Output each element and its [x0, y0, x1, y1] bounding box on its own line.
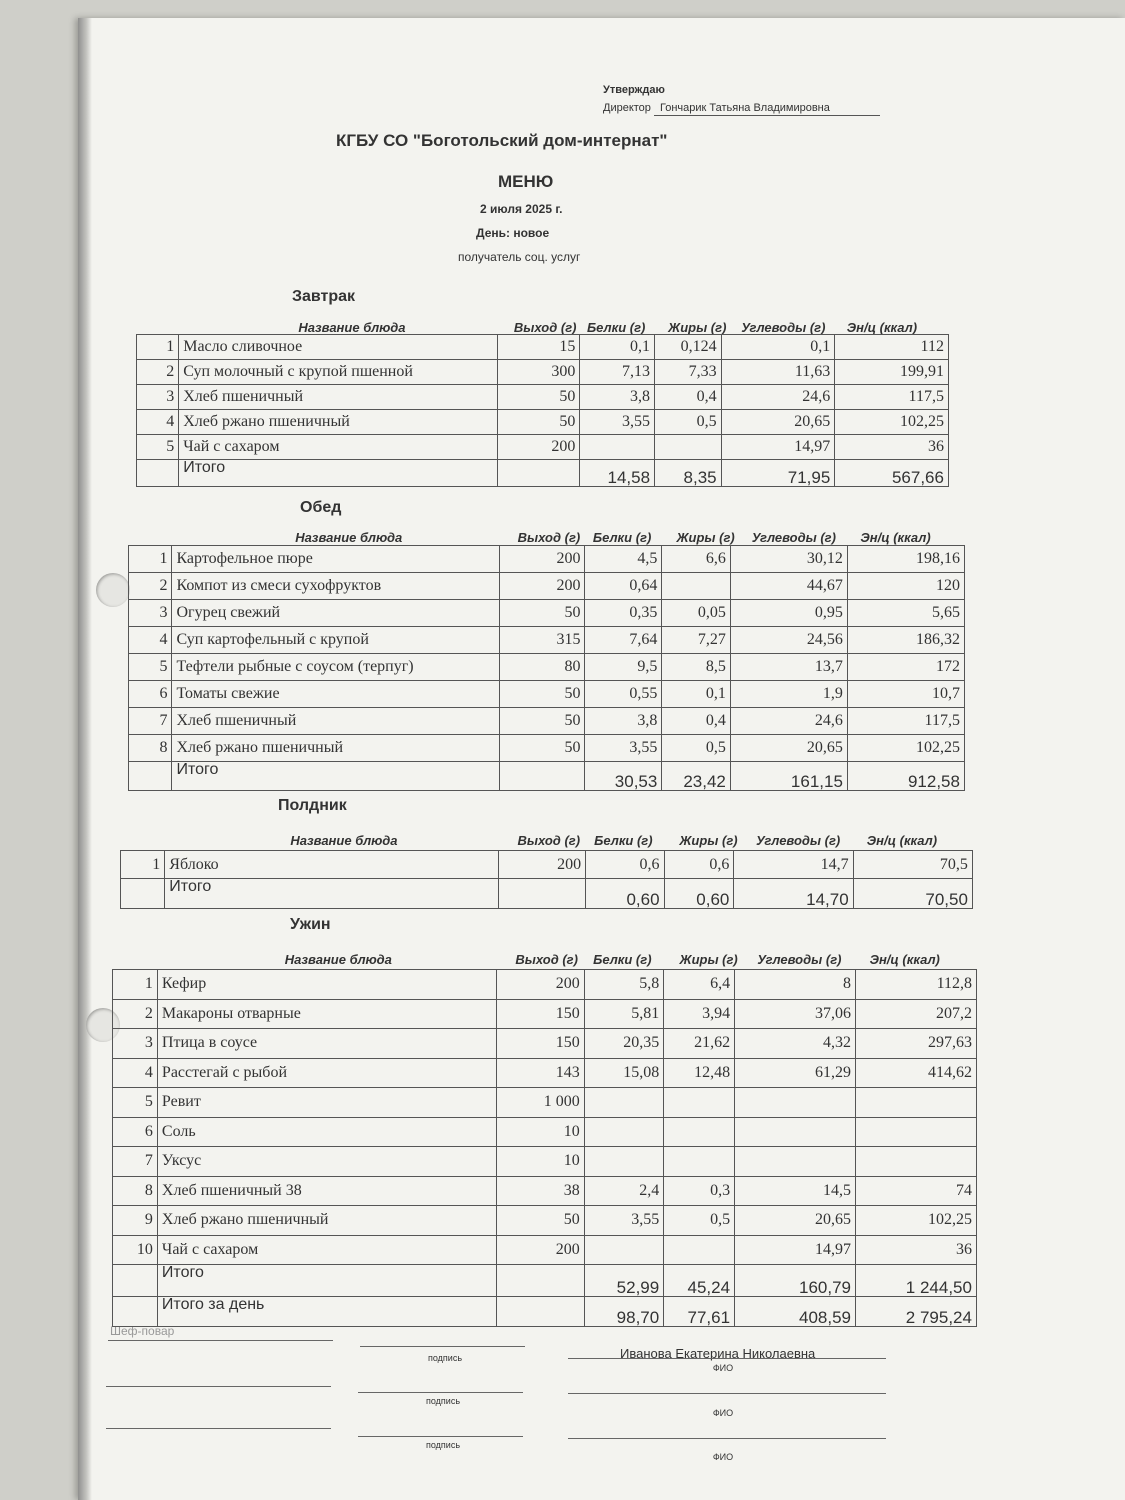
column-header-carbs: Углеводы (г): [751, 530, 836, 545]
fat-cell: 0,4: [662, 708, 731, 735]
row-number-empty: [129, 762, 172, 791]
fat-cell: [664, 1147, 735, 1177]
column-header-name: Название блюда: [298, 320, 406, 335]
total-energy: 1 244,50: [856, 1265, 977, 1297]
section-title: Ужин: [290, 916, 331, 933]
signature-line: [358, 1436, 523, 1437]
section-title: Завтрак: [292, 288, 356, 305]
fat-cell: 0,5: [662, 735, 731, 762]
yield-cell-empty: [499, 879, 586, 909]
column-header-energy: Эн/ц (ккал): [846, 320, 918, 335]
table-row: [137, 385, 949, 410]
meal-table: [112, 969, 977, 1327]
energy-cell: 199,91: [835, 360, 949, 385]
chef-label: Шеф-повар: [110, 1324, 175, 1338]
column-header-energy: Эн/ц (ккал): [866, 833, 938, 848]
dish-name: Чай с сахаром: [179, 435, 497, 460]
row-number: 7: [113, 1147, 158, 1177]
signature-line: [108, 1340, 333, 1341]
carbs-cell: [735, 1147, 856, 1177]
yield-cell: 50: [500, 708, 585, 735]
column-header-protein: Белки (г): [594, 833, 653, 848]
row-number: 1: [137, 335, 179, 360]
column-header-energy: Эн/ц (ккал): [860, 530, 931, 545]
recipient-label: получатель соц. услуг: [458, 250, 581, 264]
carbs-cell: 44,67: [730, 573, 847, 600]
yield-cell: 50: [496, 1206, 584, 1236]
dish-name: Кефир: [157, 970, 496, 1000]
fat-cell: 0,05: [662, 600, 731, 627]
fat-cell: 0,124: [655, 335, 722, 360]
fat-cell: 0,5: [664, 1206, 735, 1236]
dish-name: Суп картофельный с крупой: [172, 627, 500, 654]
table-row: [113, 1206, 977, 1236]
fat-cell: [664, 1117, 735, 1147]
yield-cell: 10: [496, 1117, 584, 1147]
total-energy: 567,66: [835, 460, 949, 487]
total-row: [129, 762, 965, 791]
total-row: [137, 460, 949, 487]
dish-name: Томаты свежие: [172, 681, 500, 708]
dish-name: Чай с сахаром: [157, 1235, 496, 1265]
day-total-protein: 98,70: [584, 1296, 663, 1326]
energy-cell: 186,32: [847, 627, 964, 654]
energy-cell: 74: [856, 1176, 977, 1206]
energy-cell: 102,25: [856, 1206, 977, 1236]
protein-cell: 3,8: [580, 385, 655, 410]
signature-line: [106, 1386, 331, 1387]
protein-cell: 5,81: [584, 999, 663, 1029]
dish-name: Расстегай с рыбой: [157, 1058, 496, 1088]
row-number-empty: [137, 460, 179, 487]
column-header-fat: Жиры (г): [676, 530, 735, 545]
protein-cell: 3,55: [584, 1206, 663, 1236]
section-title: Полдник: [278, 797, 347, 814]
fat-cell: 8,5: [662, 654, 731, 681]
fat-cell: 7,27: [662, 627, 731, 654]
yield-cell-empty: [497, 460, 580, 487]
table-row: [129, 600, 965, 627]
row-number: 4: [113, 1058, 158, 1088]
row-number: 7: [129, 708, 172, 735]
sign-caption: подпись: [425, 1440, 461, 1450]
row-number: 1: [113, 970, 158, 1000]
fio-caption: ФИО: [712, 1408, 734, 1418]
day-total-row: [113, 1296, 977, 1326]
energy-cell: 207,2: [856, 999, 977, 1029]
yield-cell-empty: [500, 762, 585, 791]
signature-line: [106, 1428, 331, 1429]
column-header-name: Название блюда: [295, 530, 403, 545]
protein-cell: 0,6: [586, 851, 664, 879]
dish-name: Хлеб ржано пшеничный: [179, 410, 497, 435]
yield-cell: 50: [497, 385, 580, 410]
column-header-energy: Эн/ц (ккал): [869, 952, 940, 967]
energy-cell: 36: [856, 1235, 977, 1265]
protein-cell: 2,4: [584, 1176, 663, 1206]
yield-cell-empty: [496, 1265, 584, 1297]
day-total-carbs: 408,59: [735, 1296, 856, 1326]
row-number-empty: [121, 879, 165, 909]
table-row: [113, 1029, 977, 1059]
signature-line: [360, 1346, 525, 1347]
row-number: 1: [129, 546, 172, 573]
table-row: [129, 654, 965, 681]
day-total-energy: 2 795,24: [856, 1296, 977, 1326]
energy-cell: 5,65: [847, 600, 964, 627]
protein-cell: 9,5: [585, 654, 662, 681]
dish-name: Макароны отварные: [157, 999, 496, 1029]
fat-cell: [664, 1088, 735, 1118]
protein-cell: [580, 435, 655, 460]
row-number: 2: [129, 573, 172, 600]
protein-cell: 3,55: [585, 735, 662, 762]
yield-cell: 50: [500, 735, 585, 762]
energy-cell: [856, 1147, 977, 1177]
protein-cell: [584, 1147, 663, 1177]
row-number: 6: [129, 681, 172, 708]
table-row: [129, 573, 965, 600]
table-row: [113, 1235, 977, 1265]
table-row: [137, 435, 949, 460]
yield-cell: 200: [496, 970, 584, 1000]
column-header-protein: Белки (г): [586, 320, 646, 335]
fat-cell: [664, 1235, 735, 1265]
row-number: 8: [113, 1176, 158, 1206]
table-row: [113, 1176, 977, 1206]
day-total-label: Итого за день: [157, 1296, 496, 1326]
chef-name: Иванова Екатерина Николаевна: [620, 1346, 816, 1361]
row-number: 10: [113, 1235, 158, 1265]
meal-table: [128, 545, 965, 791]
dish-name: Птица в соусе: [157, 1029, 496, 1059]
yield-cell: 80: [500, 654, 585, 681]
total-carbs: 71,95: [721, 460, 835, 487]
menu-date: 2 июля 2025 г.: [480, 202, 563, 216]
protein-cell: 20,35: [584, 1029, 663, 1059]
protein-cell: 7,64: [585, 627, 662, 654]
fat-cell: 0,5: [655, 410, 722, 435]
row-number: 1: [121, 851, 165, 879]
approve-label: Утверждаю: [603, 84, 665, 96]
energy-cell: 120: [847, 573, 964, 600]
carbs-cell: 20,65: [735, 1206, 856, 1236]
dish-name: Огурец свежий: [172, 600, 500, 627]
dish-name: Хлеб ржано пшеничный: [172, 735, 500, 762]
fio-caption: ФИО: [712, 1452, 734, 1462]
carbs-cell: 0,1: [721, 335, 835, 360]
carbs-cell: 8: [735, 970, 856, 1000]
energy-cell: 70,5: [853, 851, 972, 879]
carbs-cell: 30,12: [730, 546, 847, 573]
row-number: 9: [113, 1206, 158, 1236]
carbs-cell: [735, 1088, 856, 1118]
scanned-edge-shadow: [78, 18, 92, 1500]
yield-cell: 50: [500, 681, 585, 708]
sign-caption: подпись: [427, 1353, 463, 1363]
energy-cell: [856, 1088, 977, 1118]
carbs-cell: 24,6: [730, 708, 847, 735]
table-row: [113, 1117, 977, 1147]
column-header-fat: Жиры (г): [668, 320, 727, 335]
carbs-cell: 11,63: [721, 360, 835, 385]
energy-cell: 102,25: [847, 735, 964, 762]
yield-cell: 1 000: [496, 1088, 584, 1118]
table-row: [113, 999, 977, 1029]
carbs-cell: 14,7: [734, 851, 853, 879]
row-number: 5: [129, 654, 172, 681]
column-header-carbs: Углеводы (г): [756, 833, 841, 848]
carbs-cell: 24,56: [730, 627, 847, 654]
total-energy: 70,50: [853, 879, 972, 909]
dish-name: Масло сливочное: [179, 335, 497, 360]
table-row: [137, 410, 949, 435]
energy-cell: 198,16: [847, 546, 964, 573]
table-row: [129, 546, 965, 573]
menu-sheet: [78, 18, 1125, 1500]
fat-cell: 6,4: [664, 970, 735, 1000]
total-protein: 30,53: [585, 762, 662, 791]
column-header-name: Название блюда: [290, 833, 398, 848]
carbs-cell: 13,7: [730, 654, 847, 681]
protein-cell: 0,55: [585, 681, 662, 708]
table-row: [113, 970, 977, 1000]
carbs-cell: 4,32: [735, 1029, 856, 1059]
table-row: [129, 708, 965, 735]
carbs-cell: 14,97: [721, 435, 835, 460]
total-label: Итого: [172, 762, 500, 791]
protein-cell: 15,08: [584, 1058, 663, 1088]
page-title: МЕНЮ: [498, 172, 554, 191]
yield-cell: 150: [496, 1029, 584, 1059]
total-row: [113, 1265, 977, 1297]
column-header-yield: Выход (г): [517, 530, 581, 545]
fat-cell: 7,33: [655, 360, 722, 385]
protein-cell: 7,13: [580, 360, 655, 385]
protein-cell: [584, 1235, 663, 1265]
yield-cell: 300: [497, 360, 580, 385]
total-label: Итого: [179, 460, 497, 487]
column-header-yield: Выход (г): [517, 833, 581, 848]
yield-cell: 200: [500, 573, 585, 600]
row-number: 2: [137, 360, 179, 385]
yield-cell: 150: [496, 999, 584, 1029]
row-number: 4: [129, 627, 172, 654]
fat-cell: 0,1: [662, 681, 731, 708]
column-header-protein: Белки (г): [593, 952, 652, 967]
total-label: Итого: [165, 879, 499, 909]
row-number: 5: [137, 435, 179, 460]
protein-cell: 3,55: [580, 410, 655, 435]
total-energy: 912,58: [847, 762, 964, 791]
total-protein: 0,60: [586, 879, 664, 909]
total-row: [121, 879, 973, 909]
table-row: [113, 1088, 977, 1118]
total-fat: 0,60: [664, 879, 734, 909]
table-row: [129, 627, 965, 654]
meal-table: [136, 334, 949, 487]
energy-cell: 102,25: [835, 410, 949, 435]
row-number-empty: [113, 1265, 158, 1297]
carbs-cell: 20,65: [721, 410, 835, 435]
dish-name: Уксус: [157, 1147, 496, 1177]
section-title: Обед: [300, 499, 342, 516]
yield-cell: 200: [499, 851, 586, 879]
fio-line: [568, 1393, 886, 1394]
yield-cell: 200: [500, 546, 585, 573]
protein-cell: 5,8: [584, 970, 663, 1000]
yield-cell: 315: [500, 627, 585, 654]
total-label: Итого: [157, 1265, 496, 1297]
dish-name: Хлеб пшеничный: [179, 385, 497, 410]
row-number: 5: [113, 1088, 158, 1118]
table-row: [113, 1058, 977, 1088]
director-label: Директор: [603, 102, 651, 114]
dish-name: Хлеб пшеничный: [172, 708, 500, 735]
yield-cell: 10: [496, 1147, 584, 1177]
dish-name: Яблоко: [165, 851, 499, 879]
yield-cell: 50: [497, 410, 580, 435]
dish-name: Тефтели рыбные с соусом (терпуг): [172, 654, 500, 681]
table-row: [129, 681, 965, 708]
dish-name: Компот из смеси сухофруктов: [172, 573, 500, 600]
table-row: [129, 735, 965, 762]
total-carbs: 161,15: [730, 762, 847, 791]
total-fat: 8,35: [655, 460, 722, 487]
carbs-cell: 61,29: [735, 1058, 856, 1088]
energy-cell: 297,63: [856, 1029, 977, 1059]
director-name: Гончарик Татьяна Владимировна: [654, 102, 880, 116]
column-header-fat: Жиры (г): [679, 952, 738, 967]
dish-name: Соль: [157, 1117, 496, 1147]
protein-cell: 3,8: [585, 708, 662, 735]
fat-cell: [662, 573, 731, 600]
table-row: [137, 360, 949, 385]
row-number-empty: [113, 1296, 158, 1326]
yield-cell: 143: [496, 1058, 584, 1088]
yield-cell: 50: [500, 600, 585, 627]
row-number: 3: [129, 600, 172, 627]
dish-name: Картофельное пюре: [172, 546, 500, 573]
protein-cell: 0,64: [585, 573, 662, 600]
yield-cell: 38: [496, 1176, 584, 1206]
carbs-cell: 37,06: [735, 999, 856, 1029]
director-line: [603, 102, 880, 114]
dish-name: Хлеб ржано пшеничный: [157, 1206, 496, 1236]
column-header-yield: Выход (г): [515, 952, 578, 967]
column-header-protein: Белки (г): [592, 530, 652, 545]
sign-caption: подпись: [425, 1396, 461, 1406]
signature-line: [358, 1392, 523, 1393]
fat-cell: [655, 435, 722, 460]
total-protein: 14,58: [580, 460, 655, 487]
total-carbs: 160,79: [735, 1265, 856, 1297]
row-number: 3: [113, 1029, 158, 1059]
total-fat: 23,42: [662, 762, 731, 791]
energy-cell: [856, 1117, 977, 1147]
energy-cell: 117,5: [835, 385, 949, 410]
column-header-carbs: Углеводы (г): [741, 320, 826, 335]
total-protein: 52,99: [584, 1265, 663, 1297]
dish-name: Суп молочный с крупой пшенной: [179, 360, 497, 385]
protein-cell: 4,5: [585, 546, 662, 573]
protein-cell: [584, 1117, 663, 1147]
yield-cell: 200: [496, 1235, 584, 1265]
table-row: [113, 1147, 977, 1177]
dish-name: Хлеб пшеничный 38: [157, 1176, 496, 1206]
fat-cell: 0,4: [655, 385, 722, 410]
carbs-cell: 20,65: [730, 735, 847, 762]
row-number: 2: [113, 999, 158, 1029]
fio-line: [568, 1358, 886, 1359]
energy-cell: 117,5: [847, 708, 964, 735]
energy-cell: 172: [847, 654, 964, 681]
yield-cell-empty: [496, 1296, 584, 1326]
carbs-cell: 1,9: [730, 681, 847, 708]
fat-cell: 12,48: [664, 1058, 735, 1088]
carbs-cell: [735, 1117, 856, 1147]
protein-cell: 0,35: [585, 600, 662, 627]
day-total-fat: 77,61: [664, 1296, 735, 1326]
energy-cell: 112: [835, 335, 949, 360]
fat-cell: 0,6: [664, 851, 734, 879]
dish-name: Ревит: [157, 1088, 496, 1118]
total-fat: 45,24: [664, 1265, 735, 1297]
column-header-carbs: Углеводы (г): [757, 952, 842, 967]
fat-cell: 21,62: [664, 1029, 735, 1059]
organization-title: КГБУ СО "Боготольский дом-интернат": [336, 131, 668, 150]
row-number: 6: [113, 1117, 158, 1147]
protein-cell: 0,1: [580, 335, 655, 360]
column-header-name: Название блюда: [284, 952, 392, 967]
table-row: [121, 851, 973, 879]
energy-cell: 414,62: [856, 1058, 977, 1088]
carbs-cell: 14,97: [735, 1235, 856, 1265]
total-carbs: 14,70: [734, 879, 853, 909]
carbs-cell: 0,95: [730, 600, 847, 627]
row-number: 8: [129, 735, 172, 762]
fio-caption: ФИО: [712, 1363, 734, 1373]
fat-cell: 0,3: [664, 1176, 735, 1206]
carbs-cell: 24,6: [721, 385, 835, 410]
yield-cell: 200: [497, 435, 580, 460]
energy-cell: 112,8: [856, 970, 977, 1000]
meal-table: [120, 850, 973, 909]
row-number: 3: [137, 385, 179, 410]
punch-hole: [96, 573, 130, 607]
table-row: [137, 335, 949, 360]
energy-cell: 36: [835, 435, 949, 460]
fio-line: [568, 1438, 886, 1439]
column-header-fat: Жиры (г): [679, 833, 738, 848]
menu-day: День: новое: [476, 226, 550, 240]
row-number: 4: [137, 410, 179, 435]
fat-cell: 6,6: [662, 546, 731, 573]
energy-cell: 10,7: [847, 681, 964, 708]
protein-cell: [584, 1088, 663, 1118]
carbs-cell: 14,5: [735, 1176, 856, 1206]
fat-cell: 3,94: [664, 999, 735, 1029]
column-header-yield: Выход (г): [513, 320, 577, 335]
yield-cell: 15: [497, 335, 580, 360]
